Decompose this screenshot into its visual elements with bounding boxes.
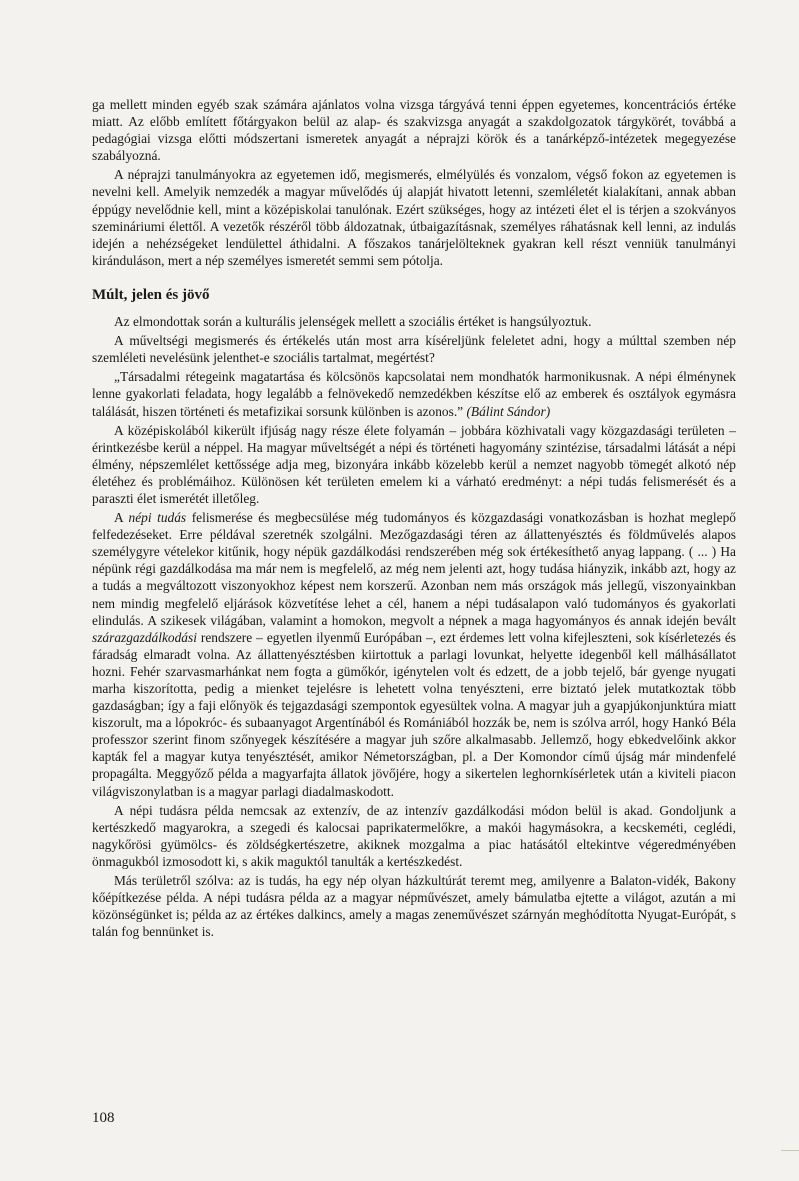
paragraph <box>92 509 736 800</box>
quote-author: (Bálint Sándor) <box>466 403 551 419</box>
paragraph: ga mellett minden egyéb szak számára ajánlatos volna vizsga tárgyává tenni éppen egyetemes, koncentrációs értéke miatt. Az előbb említett főtárgyakon belül az alap- és szakvizsga anyagát a szakdolgozatok tárgykörét, továbbá a pedagógiai vizsga előtti módszertani ismeretek anyagát a néprajzi körök és a tanárképző-intézetek megegyezése szabályozná. <box>92 97 736 164</box>
paragraph: A műveltségi megismerés és értékelés után most arra kíséreljünk feleletet adni, hogy a múlttal szemben nép szemléleti nevelésünk jelenthet-e szociális tartalmat, megértést? <box>92 333 736 366</box>
paragraph: A néprajzi tanulmányokra az egyetemen idő, megismerés, elmélyülés és vonzalom, végső fokon az egyetemen is nevelni kell. Amelyik nemzedék a magyar művelődés új alapját hivatott letenni, szemléletét kialakítani, annak abban éppúgy nevelődnie kell, mint a középiskolai tanulónak. Ezért szükséges, hogy az intézeti élet el is térjen a szokványos szemináriumi élettől. A vezetők részéről több áldozatnak, útbaigazításnak, személyes ráhatásnak kell lenni, az indulás idején a nehézségeket lendülettel áthidalni. A főszakos tanárjelölteknek gyakran kell részt venniük tanulmányi kiránduláson, mert a nép személyes ismeretét semmi sem pótolja. <box>92 167 736 268</box>
emphasis: szárazgazdálkodási <box>92 629 197 645</box>
quote-text: „Társadalmi rétegeink magatartása és kölcsönös kapcsolatai nem mondhatók harmonikusnak. A népi élménynek lenne gyakorlati feladata, hogy legalább a felnövekedő nemzedékben készítse elő az emberek és osztályok egymásra találását, hiszen történeti és metafizikai sorsunk különben is azonos.” <box>92 369 736 419</box>
emphasis: népi tudás <box>128 510 187 526</box>
scan-edge-mark <box>781 1150 799 1151</box>
page-body <box>92 96 736 942</box>
section-heading: Múlt, jelen és jövő <box>92 286 210 303</box>
paragraph: Más területről szólva: az is tudás, ha egy nép olyan házkultúrát teremt meg, amilyenre a Balaton-vidék, Bakony kőépítkezése példa. A népi tudásra példa az a magyar népművészet, amely bámulatba ejtette a világot, azután a mi közönségünket is; példa az az értékes dalkincs, amely a magas zeneművészet szárnyán meghódította Nyugat-Európát, s talán fog bennünket is. <box>92 873 736 940</box>
text-run: A <box>114 510 129 526</box>
paragraph: A középiskolából kikerült ifjúság nagy része élete folyamán – jobbára közhivatali vagy közgazdasági területen – érintkezésbe kerül a néppel. Ha magyar műveltségét a népi és történeti hagyomány szintézise, társadalmi látását a népi élmény, népszemlélet kettőssége adja meg, bizonyára inkább közelebb kerül a nemzet nagyobb tömegét alkotó nép életéhez és problémáihoz. Különösen két területen emelem ki a várható eredményt: a népi tudás felismerését és a paraszti élet ismerétét illetőleg. <box>92 422 736 506</box>
page-number: 108 <box>92 1110 115 1126</box>
text-run: felismerése és megbecsülése még tudományos és közgazdasági vonatkozásban is hozhat meglepő felfedezéseket. Erre példával szeretnék szolgálni. Mezőgazdasági téren az állattenyésztés és földművelés alapos személygyre vételekor kitűnik, hogy népük gazdálkodási rendszerében még sok értékesíthető anyag lappang. ( ... ) Ha népünk régi gazdálkodása ma már nem is megfelelő, az még nem jelenti azt, hogy tudása hiányzik, inkább azt, hogy az a tudás a megváltozott viszonyokhoz képest nem korszerű. Azonban nem más országok más jellegű, viszonyainkban nem mindig megfelelő eljárások közvetítése lehet a cél, hanem a népi tudásalapon való tudományos és gyakorlati elindulás. A szikesek világában, valamint a homokon, megvolt a népnek a maga hagyományos és annak idején bevált <box>92 510 736 628</box>
paragraph: A népi tudásra példa nemcsak az extenzív, de az intenzív gazdálkodási módon belül is akad. Gondoljunk a kertészkedő magyarokra, a szegedi és kalocsai paprikatermelőkre, a makói hagymásokra, a kecskeméti, ceglédi, nagykőrösi gyümölcs- és zöldségkertészetre, akiknek mozgalma a piac hatásától eltekintve végeredményében önmagukból izmosodott ki, s akik maguktól tanulták a kertészkedést. <box>92 802 736 869</box>
paragraph: Az elmondottak során a kulturális jelenségek mellett a szociális értéket is hangsúlyoztuk. <box>114 314 592 330</box>
text-run: rendszere – egyetlen ilyenmű Európában –, ezt érdemes lett volna kifejleszteni, sok kísérletezés és fáradság elmaradt volna. Az állattenyésztésben kiirtottuk a parlagi lovunkat, helyette idegenből kell málhásállatot hozni. Fehér szarvasmarhánkat nem fogta a gümőkór, igénytelen volt és edzett, de a jobb tejelő, bár gyenge nyugati marha kiszorította, pedig a mienket tejelésre is lehetett volna tenyészteni, erre biztató jelek mutatkoztak több gazdaságban; így a faji előnyök és tejgazdasági szempontok egyesültek volna. A magyar juh a gyapjúkonjunktúra miatt kiszorult, ma a lópokróc- és subaanyagot Argentínából és Romániából hozzák be, nem is szólva arról, hogy Hankó Béla professzor szerint finom szőnyegek készítésére a magyar juh szőre alkalmasabb. Jellemző, hogy ebkedvelőink akkor kapták fel a magyar kutya tenyésztését, amikor Németországban, pl. a Der Komondor című újság már mindenfelé propagálta. Meggyőző példa a magyarfajta állatok jövőjére, hogy a sikertelen leghornkísérletek után a kiviteli piacon világviszonylatban is a magyar parlagi diadalmaskodott. <box>92 629 736 799</box>
quote-paragraph <box>92 368 736 419</box>
